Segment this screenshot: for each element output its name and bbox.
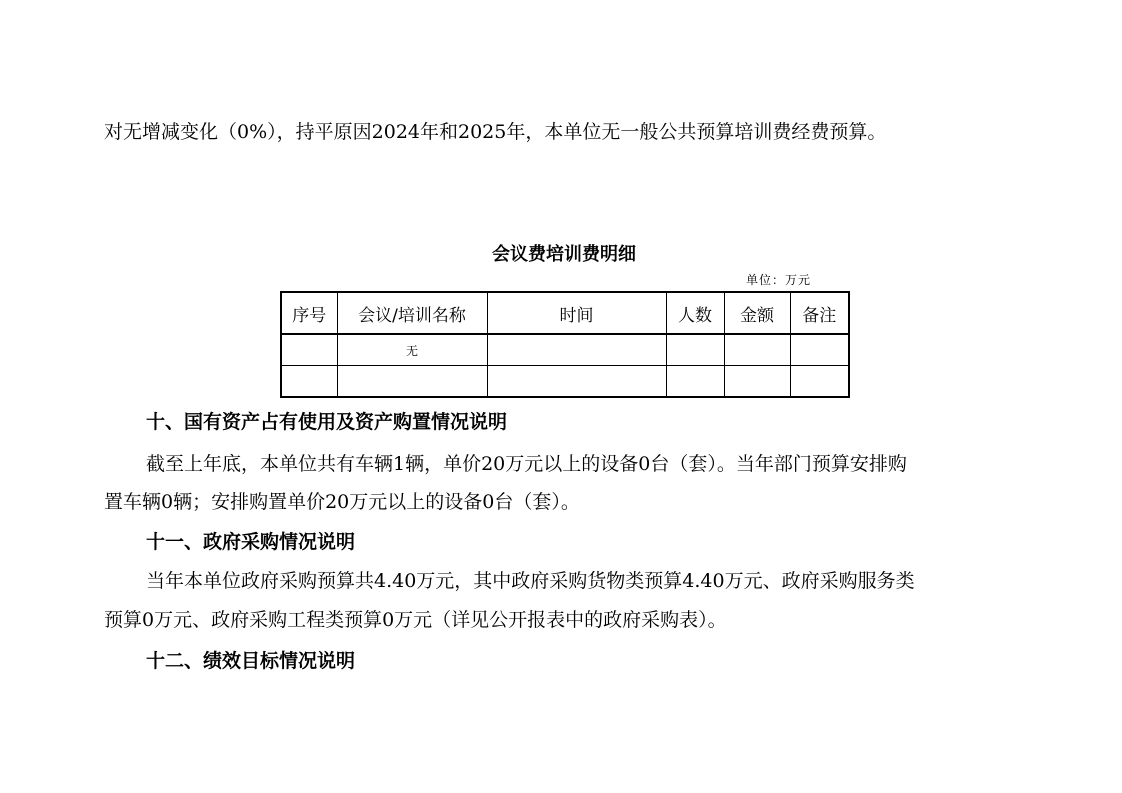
cell-count (666, 366, 724, 398)
section-ten-heading: 十、国有资产占有使用及资产购置情况说明 (146, 411, 508, 433)
cell-amount (724, 334, 790, 366)
cell-remark (790, 366, 849, 398)
cell-amount (724, 366, 790, 398)
cell-remark (790, 334, 849, 366)
cell-index (281, 334, 337, 366)
meeting-training-table (280, 291, 850, 398)
header-time: 时间 (487, 292, 666, 334)
table-row (281, 334, 849, 366)
table-header-row (281, 292, 849, 334)
cell-time (487, 366, 666, 398)
section-twelve-heading: 十二、绩效目标情况说明 (146, 650, 356, 672)
section-eleven-heading: 十一、政府采购情况说明 (146, 531, 356, 553)
header-amount: 金额 (724, 292, 790, 334)
table-row (281, 366, 849, 398)
procurement-paragraph-line-2: 预算0万元、政府采购工程类预算0万元（详见公开报表中的政府采购表）。 (104, 609, 727, 631)
assets-paragraph-line-2: 置车辆0辆；安排购置单价20万元以上的设备0台（套）。 (104, 491, 580, 513)
procurement-paragraph-line-1: 当年本单位政府采购预算共4.40万元，其中政府采购货物类预算4.40万元、政府采购服务类 (146, 570, 915, 592)
cell-name: 无 (337, 334, 487, 366)
cell-count (666, 334, 724, 366)
header-remark: 备注 (790, 292, 849, 334)
header-name: 会议/培训名称 (337, 292, 487, 334)
assets-paragraph-line-1: 截至上年底，本单位共有车辆1辆，单价20万元以上的设备0台（套）。当年部门预算安排购 (146, 453, 907, 475)
cell-name (337, 366, 487, 398)
header-count: 人数 (666, 292, 724, 334)
header-index: 序号 (281, 292, 337, 334)
cell-time (487, 334, 666, 366)
training-summary-paragraph: 对无增减变化（0%），持平原因2024年和2025年，本单位无一般公共预算培训费经费预算。 (104, 121, 887, 143)
cell-index (281, 366, 337, 398)
table-unit-label: 单位：万元 (746, 273, 812, 287)
table-title: 会议费培训费明细 (492, 244, 636, 265)
